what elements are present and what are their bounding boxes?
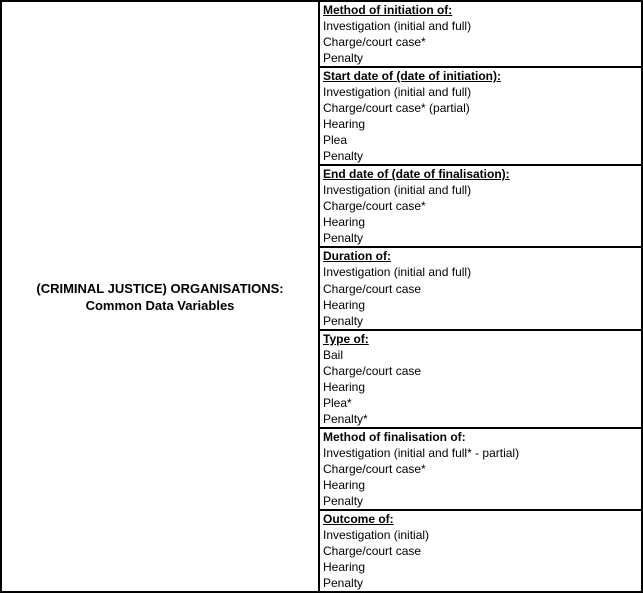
variable-item: Investigation (initial and full) bbox=[323, 85, 472, 100]
table-title-line-1: (CRIMINAL JUSTICE) ORGANISATIONS: bbox=[36, 280, 284, 296]
section-header: Duration of: bbox=[323, 249, 391, 264]
variable-item: Investigation (initial and full) bbox=[323, 19, 472, 34]
variable-item: Penalty* bbox=[323, 411, 368, 426]
variable-item: Bail bbox=[323, 347, 344, 362]
variable-item: Hearing bbox=[323, 559, 366, 574]
variable-item: Investigation (initial) bbox=[323, 527, 430, 542]
variable-item: Penalty bbox=[323, 51, 364, 66]
variable-item: Hearing bbox=[323, 379, 366, 394]
variable-item: Penalty bbox=[323, 493, 364, 508]
variable-item: Investigation (initial and full* - partial) bbox=[323, 445, 520, 460]
variable-item: Charge/court case* bbox=[323, 35, 426, 50]
variable-item: Penalty bbox=[323, 149, 364, 164]
variable-item: Penalty bbox=[323, 576, 364, 591]
section-header: Start date of (date of initiation): bbox=[323, 69, 501, 84]
variable-item: Hearing bbox=[323, 297, 366, 312]
section-3 bbox=[320, 164, 641, 246]
section-header: Method of finalisation of: bbox=[323, 429, 466, 444]
section-header: Type of: bbox=[323, 331, 369, 346]
variable-item: Hearing bbox=[323, 477, 366, 492]
section-7 bbox=[320, 509, 641, 591]
section-5 bbox=[320, 329, 641, 427]
variable-item: Hearing bbox=[323, 215, 366, 230]
variable-item: Charge/court case bbox=[323, 281, 422, 296]
section-header: End date of (date of finalisation): bbox=[323, 167, 510, 182]
table-title-line-2: Common Data Variables bbox=[85, 297, 235, 313]
variables-column bbox=[320, 2, 641, 591]
section-header: Method of initiation of: bbox=[323, 3, 453, 18]
variable-item: Plea bbox=[323, 133, 348, 148]
section-4 bbox=[320, 246, 641, 328]
section-header: Outcome of: bbox=[323, 511, 394, 526]
variable-item: Investigation (initial and full) bbox=[323, 265, 472, 280]
variable-item: Charge/court case* bbox=[323, 461, 426, 476]
variable-item: Hearing bbox=[323, 117, 366, 132]
section-6 bbox=[320, 427, 641, 509]
variable-item: Charge/court case bbox=[323, 363, 422, 378]
section-1 bbox=[320, 2, 641, 66]
variable-item: Investigation (initial and full) bbox=[323, 183, 472, 198]
variable-item: Plea* bbox=[323, 395, 352, 410]
variable-item: Charge/court case* bbox=[323, 199, 426, 214]
variable-item: Charge/court case bbox=[323, 543, 422, 558]
section-2 bbox=[320, 66, 641, 164]
variable-item: Penalty bbox=[323, 231, 364, 246]
variable-item: Penalty bbox=[323, 313, 364, 328]
variable-item: Charge/court case* (partial) bbox=[323, 101, 470, 116]
table-title-cell bbox=[2, 2, 320, 591]
